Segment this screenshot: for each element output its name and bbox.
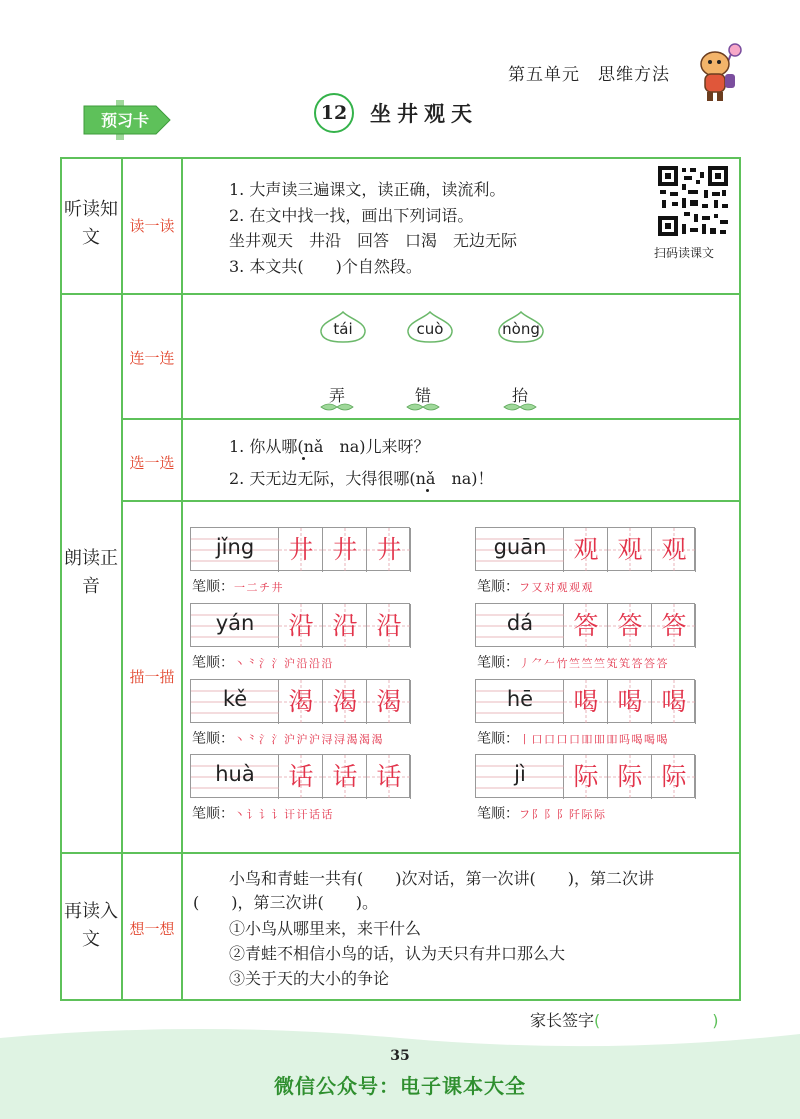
activity-connect: 连一连 [129, 349, 175, 367]
pinyin-text: yán [215, 611, 255, 635]
trace-character: 井 [288, 535, 314, 564]
lesson-number: 12 [314, 93, 354, 133]
preview-card-label: 预习卡 [100, 111, 149, 130]
mascot-icon [693, 42, 743, 104]
stroke-order [477, 652, 666, 672]
stroke-sequence: 丶 ⺀ 氵 氵 沪 沪 沪 浔 浔 渴 渴 渴 [234, 733, 382, 746]
pinyin-tai: tái [333, 320, 353, 338]
qr-caption: 扫码读课文 [654, 246, 715, 260]
think-option-2: ②青蛙不相信小鸟的话，认为天只有井口那么大 [229, 944, 566, 963]
tian-grid-cell[interactable] [652, 680, 696, 724]
stroke-sequence: フ 阝 阝 阝 阡 际 际 [519, 808, 604, 821]
tian-grid-cell[interactable] [323, 528, 367, 572]
stroke-order-label: 笔顺： [192, 655, 234, 671]
tian-grid-cell[interactable] [608, 680, 652, 724]
stroke-order [477, 803, 604, 823]
tian-grid-cell[interactable] [279, 755, 323, 799]
pinyin-cell [191, 755, 279, 799]
tian-grid-cell[interactable] [652, 755, 696, 799]
section-reread: 再读入文 [64, 901, 118, 950]
parent-signature-label: 家长签字 [530, 1011, 595, 1030]
stroke-order-label: 笔顺： [477, 731, 519, 747]
trace-character: 喝 [573, 687, 599, 716]
read-line-4: 3. 本文共( )个自然段。 [229, 257, 422, 276]
stroke-order-label: 笔顺： [192, 579, 234, 595]
tian-grid-cell[interactable] [608, 755, 652, 799]
pinyin-cell [476, 604, 564, 648]
tian-grid-cell[interactable] [367, 755, 411, 799]
pinyin-text: jǐng [215, 535, 255, 559]
pinyin-text: jì [514, 762, 526, 786]
pinyin-text: dá [506, 611, 534, 635]
trace-character: 答 [573, 611, 599, 640]
tian-grid-cell[interactable] [323, 680, 367, 724]
tian-grid-cell[interactable] [564, 755, 608, 799]
stroke-order-label: 笔顺： [192, 806, 234, 822]
read-line-1: 1. 大声读三遍课文，读正确，读流利。 [229, 180, 506, 199]
stroke-order [192, 728, 381, 748]
trace-character: 话 [376, 762, 402, 791]
think-line-1: 小鸟和青蛙一共有( )次对话，第一次讲( )，第二次讲 [229, 869, 654, 888]
section-read-aloud: 朗读正音 [64, 548, 118, 597]
think-option-3: ③关于天的大小的争论 [229, 969, 390, 988]
tian-grid-cell[interactable] [608, 604, 652, 648]
writing-grid[interactable] [190, 754, 410, 798]
read-line-2: 2. 在文中找一找，画出下列词语。 [229, 206, 474, 225]
stroke-order [477, 728, 666, 748]
char-tai: 抬 [511, 386, 528, 405]
trace-character: 沿 [288, 611, 314, 640]
tian-grid-cell[interactable] [367, 680, 411, 724]
emphasis-dot [302, 457, 305, 460]
writing-grid[interactable] [475, 679, 695, 723]
trace-character: 喝 [617, 687, 643, 716]
trace-character: 答 [617, 611, 643, 640]
stroke-sequence: フ 又 对 观 观 观 [519, 581, 592, 594]
column-divider-1 [121, 157, 123, 1001]
pinyin-text: hē [506, 687, 534, 711]
section-listen-read: 听读知文 [64, 199, 118, 248]
stroke-order [477, 576, 591, 596]
trace-character: 答 [661, 611, 687, 640]
stroke-sequence: 丨 口 口 口 口 吅 吅 吅 吗 喝 喝 喝 [519, 733, 667, 746]
activity-think: 想一想 [129, 920, 175, 938]
trace-character: 际 [573, 762, 599, 791]
tian-grid-cell[interactable] [279, 528, 323, 572]
tian-grid-cell[interactable] [323, 755, 367, 799]
stroke-sequence: 丶 ⺀ 氵 氵 沪 沿 沿 沿 [234, 657, 332, 670]
pinyin-nong: nòng [502, 320, 540, 338]
trace-character: 话 [288, 762, 314, 791]
writing-grid[interactable] [190, 527, 410, 571]
leaf-icon [319, 401, 355, 413]
signature-blank[interactable]: ( ) [594, 1011, 719, 1030]
stroke-sequence: 丿 ⺈ 𠂉 竹 竺 竺 竺 笂 笂 答 答 答 [519, 657, 667, 670]
pinyin-cell [191, 528, 279, 572]
leaf-icon [405, 401, 441, 413]
activity-trace: 描一描 [129, 668, 175, 686]
tian-grid-cell[interactable] [564, 604, 608, 648]
think-line-2: ( )，第三次讲( )。 [193, 893, 378, 912]
stroke-order-label: 笔顺： [477, 579, 519, 595]
trace-character: 沿 [332, 611, 358, 640]
choose-line-2: 2. 天无边无际，大得很哪(nǎ na)！ [229, 469, 494, 488]
activity-read: 读一读 [129, 217, 175, 235]
row-divider-3 [121, 500, 741, 502]
pinyin-text: huà [215, 762, 255, 786]
stroke-order-label: 笔顺： [477, 806, 519, 822]
read-line-3: 坐井观天 井沿 回答 口渴 无边无际 [229, 231, 518, 250]
trace-character: 观 [661, 535, 687, 564]
qr-code-icon[interactable] [656, 164, 730, 238]
activity-choose: 选一选 [129, 454, 175, 472]
stroke-order-label: 笔顺： [477, 655, 519, 671]
lesson-title: 坐井观天 [370, 102, 478, 126]
tian-grid-cell[interactable] [608, 528, 652, 572]
tian-grid-cell[interactable] [564, 528, 608, 572]
row-divider-4 [60, 852, 741, 854]
stroke-order [192, 576, 282, 596]
row-divider-2 [121, 418, 741, 420]
writing-grid[interactable] [475, 603, 695, 647]
stroke-sequence: 一 二 チ 井 [234, 581, 282, 594]
stroke-order-label: 笔顺： [192, 731, 234, 747]
char-cuo: 错 [414, 386, 431, 405]
stroke-sequence: 丶 讠 讠 讠 讦 讦 话 话 [234, 808, 332, 821]
tian-grid-cell[interactable] [367, 528, 411, 572]
pinyin-cell [191, 680, 279, 724]
pinyin-cell [476, 680, 564, 724]
writing-grid[interactable] [190, 679, 410, 723]
pinyin-cell [476, 755, 564, 799]
trace-character: 渴 [376, 687, 402, 716]
tian-grid-cell[interactable] [652, 604, 696, 648]
leaf-icon [502, 401, 538, 413]
pinyin-cuo: cuò [416, 320, 444, 338]
page-number: 35 [390, 1048, 410, 1064]
trace-character: 井 [376, 535, 402, 564]
column-divider-2 [181, 157, 183, 1001]
pinyin-text: kě [222, 687, 248, 711]
pinyin-cell [476, 528, 564, 572]
writing-grid[interactable] [475, 527, 695, 571]
stroke-order [192, 803, 331, 823]
tian-grid-cell[interactable] [279, 680, 323, 724]
trace-character: 渴 [288, 687, 314, 716]
trace-character: 井 [332, 535, 358, 564]
tian-grid-cell[interactable] [323, 604, 367, 648]
writing-grid[interactable] [475, 754, 695, 798]
pinyin-cell [191, 604, 279, 648]
wechat-watermark: 微信公众号：电子课本大全 [274, 1074, 526, 1098]
tian-grid-cell[interactable] [652, 528, 696, 572]
stroke-order [192, 652, 331, 672]
trace-character: 观 [617, 535, 643, 564]
row-divider-1 [60, 293, 741, 295]
pinyin-text: guān [493, 535, 547, 559]
trace-character: 喝 [661, 687, 687, 716]
char-nong: 弄 [328, 386, 345, 405]
trace-character: 际 [617, 762, 643, 791]
tian-grid-cell[interactable] [367, 604, 411, 648]
tian-grid-cell[interactable] [564, 680, 608, 724]
trace-character: 渴 [332, 687, 358, 716]
trace-character: 观 [573, 535, 599, 564]
tian-grid-cell[interactable] [279, 604, 323, 648]
think-option-1: ①小鸟从哪里来，来干什么 [229, 919, 422, 938]
trace-character: 沿 [376, 611, 402, 640]
writing-grid[interactable] [190, 603, 410, 647]
trace-character: 话 [332, 762, 358, 791]
trace-character: 际 [661, 762, 687, 791]
choose-line-1: 1. 你从哪(nǎ na)儿来呀？ [229, 437, 430, 456]
emphasis-dot [426, 489, 429, 492]
unit-title: 第五单元 思维方法 [508, 65, 670, 85]
